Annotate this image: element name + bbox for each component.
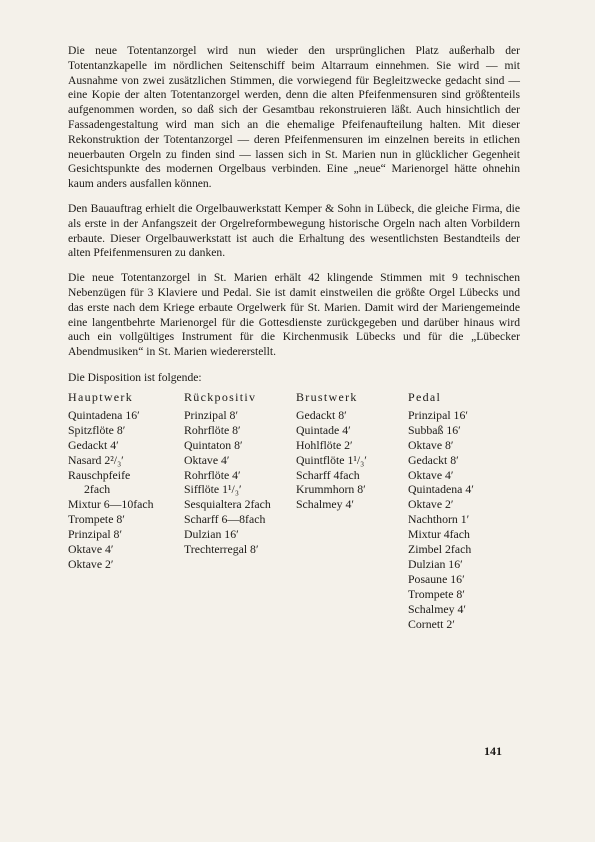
stop-item: Rauschpfeife bbox=[68, 467, 131, 482]
stop-item: Oktave 4′ bbox=[408, 467, 454, 482]
column-rueckpositiv bbox=[184, 389, 296, 632]
stop-item: Mixtur 4fach bbox=[408, 527, 470, 542]
stop-item: Trompete 8′ bbox=[408, 586, 465, 601]
stop-item: Dulzian 16′ bbox=[184, 527, 239, 542]
stop-item: Rohrflöte 8′ bbox=[184, 422, 241, 437]
stop-item: Oktave 4′ bbox=[184, 452, 230, 467]
column-title: Brustwerk bbox=[296, 389, 358, 404]
stop-item: Prinzipal 8′ bbox=[68, 527, 123, 542]
stop-item: 2fach bbox=[84, 482, 111, 497]
stop-item: Oktave 4′ bbox=[68, 542, 114, 557]
stop-item: Dulzian 16′ bbox=[408, 557, 463, 571]
stop-item: Posaune 16′ bbox=[408, 571, 465, 586]
stop-item: Rohrflöte 4′ bbox=[184, 467, 241, 482]
stop-item: Quintade 4′ bbox=[296, 422, 351, 437]
stop-item: Zimbel 2fach bbox=[408, 542, 472, 557]
stop-item: Krummhorn 8′ bbox=[296, 482, 366, 497]
stop-item: Mixtur 6—10fach bbox=[68, 497, 154, 512]
stop-item: Oktave 2′ bbox=[68, 557, 114, 571]
stop-item: Schalmey 4′ bbox=[296, 497, 354, 512]
stop-item: Schalmey 4′ bbox=[408, 601, 466, 616]
stop-item: Trechterregal 8′ bbox=[184, 542, 259, 557]
column-hauptwerk bbox=[68, 389, 184, 632]
paragraph-2: Den Bauauftrag erhielt die Orgelbauwerkstatt Kemper & Sohn in Lübeck, die gleiche Firma, die als erste in der Anfangszeit der Orgelreformbewegung historische Orgeln nach alten Vorbildern erbaute. Dieser Orgelbauwerkstatt ist auch die Erhaltung des wesentlichsten Bestandteils der alten Pfeifenmensuren zu danken. bbox=[68, 201, 520, 260]
column-title: Hauptwerk bbox=[68, 389, 134, 404]
stop-item: Prinzipal 16′ bbox=[408, 407, 468, 422]
stop-item: Nasard 2²/₃′ bbox=[68, 452, 124, 467]
stop-item: Oktave 8′ bbox=[408, 437, 454, 452]
column-pedal bbox=[408, 389, 520, 632]
stop-item: Hohlflöte 2′ bbox=[296, 437, 353, 452]
stop-item: Sesquialtera 2fach bbox=[184, 497, 271, 512]
text-block bbox=[68, 44, 520, 632]
stop-item: Gedackt 8′ bbox=[408, 452, 459, 467]
stop-item: Sifflöte 1¹/₃′ bbox=[184, 482, 242, 497]
stop-item: Quintadena 16′ bbox=[68, 407, 140, 422]
paragraph-3: Die neue Totentanzorgel in St. Marien erhält 42 klingende Stimmen mit 9 technischen Nebenzügen für 3 Klaviere und Pedal. Sie ist damit einstweilen die größte Orgel Lübecks und das erste nach dem Kriege erbaute Orgelwerk für St. Marien. Damit wird der Mariengemeinde eine langentbehrte Marienorgel für die Gottesdienste zurückgegeben und darüber hinaus wird auch ein vollgültiges Instrument für die Kirchenmusik Lübecks und für die „Lübecker Abendmusiken“ in St. Marien wiedererstellt. bbox=[68, 271, 520, 359]
stop-item: Gedackt 4′ bbox=[68, 437, 119, 452]
stop-item: Quintflöte 1¹/₃′ bbox=[296, 452, 367, 467]
stop-item: Nachthorn 1′ bbox=[408, 512, 470, 527]
stop-item: Gedackt 8′ bbox=[296, 407, 347, 422]
stop-item: Quintaton 8′ bbox=[184, 437, 243, 452]
page-number: 141 bbox=[484, 744, 502, 758]
stop-item: Prinzipal 8′ bbox=[184, 407, 239, 422]
stop-item: Subbaß 16′ bbox=[408, 422, 461, 437]
column-brustwerk bbox=[296, 389, 408, 632]
disposition-heading: Die Disposition ist folgende: bbox=[68, 370, 202, 384]
stop-item: Oktave 2′ bbox=[408, 497, 454, 512]
disposition-table bbox=[68, 389, 520, 632]
stop-item: Spitzflöte 8′ bbox=[68, 422, 126, 437]
paragraph-1: Die neue Totentanzorgel wird nun wieder den ursprünglichen Platz außerhalb der Totentanzkapelle im nördlichen Seitenschiff beim Altarraum einnehmen. Sie wird — mit Ausnahme von zwei zusätzlichen Stimmen, die vorwiegend für Begleitzwecke gedacht sind — eine Kopie der alten Totentanzorgel werden, denn die alten Pfeifenmensuren sind größtenteils aufgenommen worden, so daß sich der Gesamtbau rekonstruieren läßt. Auch hinsichtlich der Fassadengestaltung wird man sich an die ehemalige Pfeifenaufteilung halten. Mit dieser Rekonstruktion der Totentanzorgel — deren Pfeifenmensuren im einzelnen bereits in etlichen neuerbauten Orgeln zu finden sind — lassen sich in St. Marien nun in glücklicher Gegenheit Gesichtspunkte des modernen Orgelbaus verbinden. Eine „neue“ Marienorgel hätte ohnehin kaum anders ausfallen können. bbox=[68, 44, 520, 191]
stop-item: Trompete 8′ bbox=[68, 512, 125, 527]
column-title: Rückpositiv bbox=[184, 389, 257, 404]
stop-item: Quintadena 4′ bbox=[408, 482, 474, 497]
stop-item: Cornett 2′ bbox=[408, 616, 455, 631]
stop-item: Scharff 4fach bbox=[296, 467, 360, 482]
column-title: Pedal bbox=[408, 389, 442, 404]
stop-item: Scharff 6—8fach bbox=[184, 512, 266, 527]
